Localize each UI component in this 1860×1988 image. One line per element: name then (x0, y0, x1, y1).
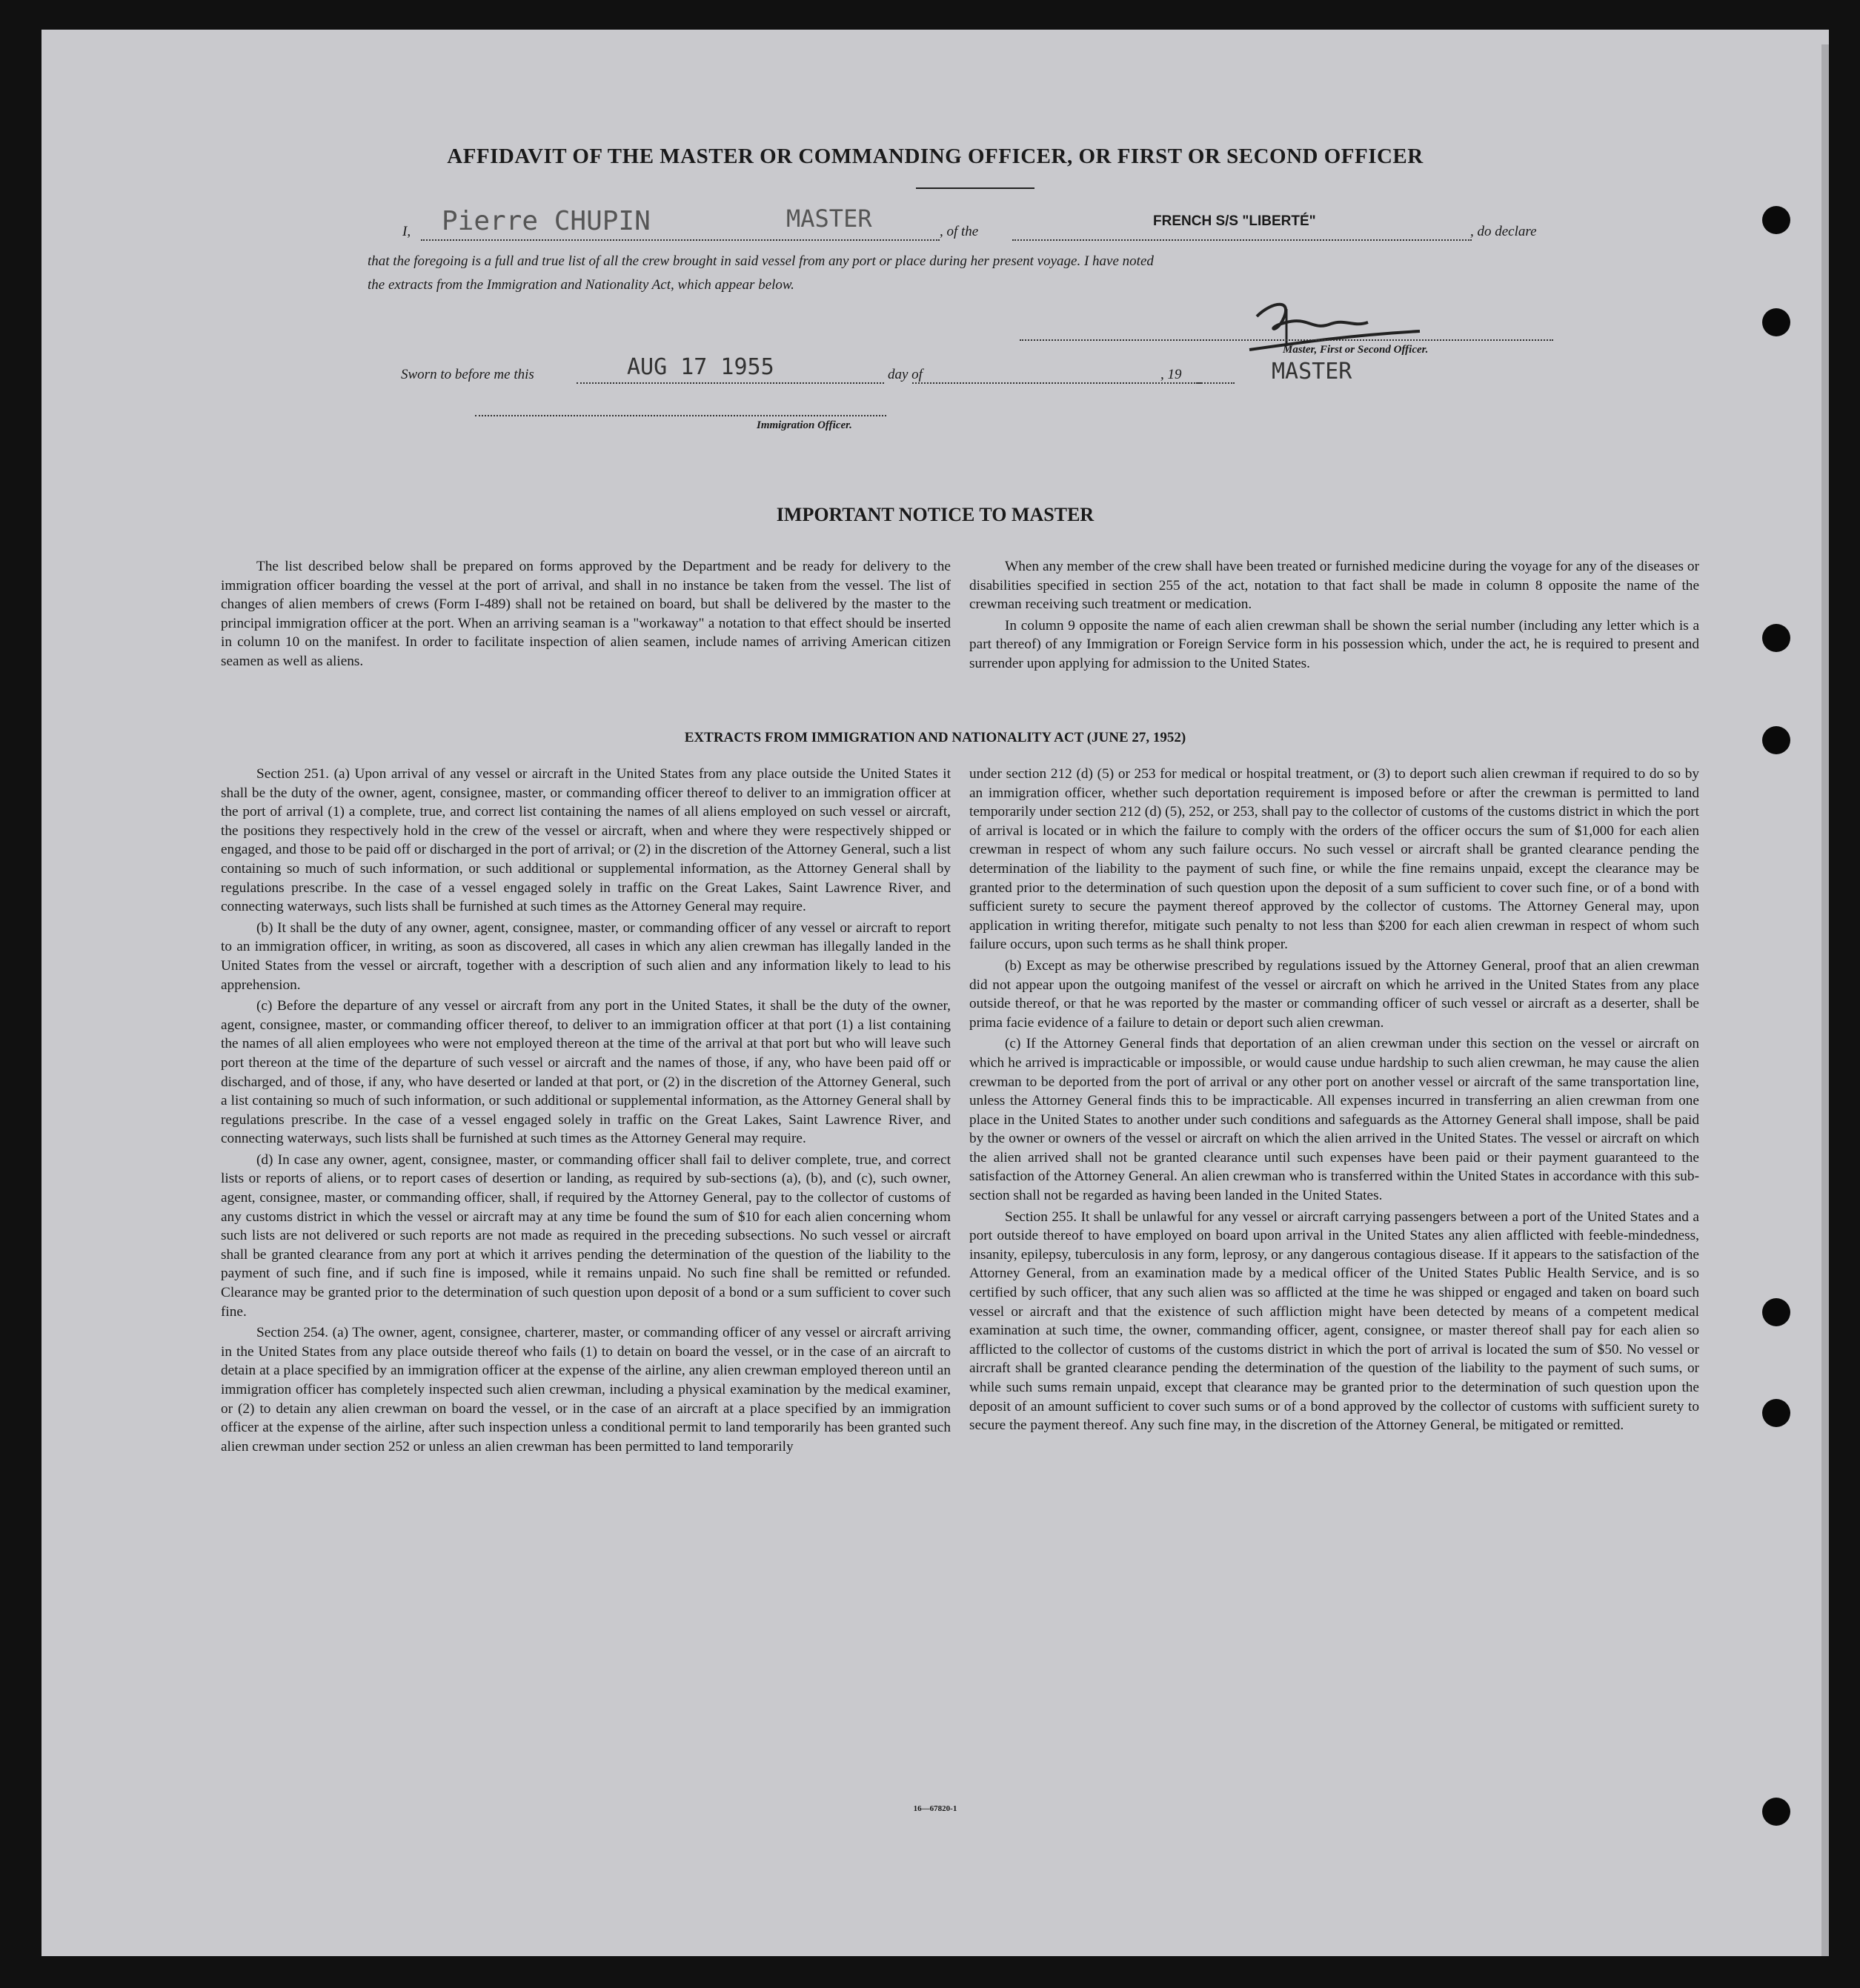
sworn-label: Sworn to before me this (401, 367, 534, 382)
notice-right-paragraph-1: When any member of the crew shall have been treated or furnished medicine during the voyage for any of the diseases or disabilities specified in section 255 of the act, notation to that fact shall be made in column 8 opposite the name of the crewman receiving such treatment or medication. (969, 559, 1699, 613)
section-254c: (c) If the Attorney General finds that deportation of an alien crewman under this section on the vessel or aircraft on which he arrived is impracticable or impossible, or would cause undue hardship to such alien crewman, he may cause the alien crewman to be deported from the port of arrival or any other port on another vessel or aircraft of the same transportation line, unless the Attorney General finds this to be impracticable. All expenses incurred in transferring an alien crewman from one place in the United States to another under such conditions and safeguards as the Attorney General shall impose, shall be paid by the owner or owners of the vessel or aircraft on which the alien arrived in the United States. The vessel or aircraft on which the alien arrived shall not be granted clearance until such expenses have been paid or their payment guaranteed to the satisfaction of the Attorney General. An alien crewman who is transferred within the United States in accordance with this sub-section shall not be regarded as having been landed in the United States. (969, 1036, 1699, 1204)
notice-right-paragraph-2: In column 9 opposite the name of each alien crewman shall be shown the serial number (including any letter which is a part thereof) of any Immigration or Foreign Service form in his possession which, under the act, he is required to present and surrender upon applying for admission to the United States. (969, 617, 1699, 671)
vessel-line (1012, 239, 1472, 241)
punch-hole (1762, 1399, 1790, 1427)
section-251c: (c) Before the departure of any vessel or aircraft from any port in the United States, it shall be the duty of the owner, agent, consignee, master, or commanding officer thereof, to deliver to an immigration officer at that port (1) a list containing the names of all alien employees who were not employed thereon at the time of the arrival at that port but who will leave such port thereon at the time of the departure of such vessel or aircraft and the names of those, if any, who have been paid off or discharged, and of those, if any, who have deserted or landed at that port, or (2) in the discretion of the Attorney General, such a list containing so much of such information, or such additional or supplemental information, as the Attorney General shall by regulations prescribe. In the case of a vessel engaged solely in traffic on the Great Lakes, Saint Lawrence River, and connecting waterways, such lists shall be furnished at such times as the Attorney General may require. (221, 998, 951, 1147)
extracts-left-column (221, 765, 951, 1458)
declaration-line-3: the extracts from the Immigration and Nationality Act, which appear below. (368, 277, 794, 293)
punch-hole (1762, 206, 1790, 234)
section-254a-continued: under section 212 (d) (5) or 253 for medical or hospital treatment, or (3) to deport such alien crewman if required to do so by an immigration officer, whether such deportation requirement is imposed before or after the crewman is permitted to land temporarily under section 212 (d) (5), 252, or 253, shall pay to the collector of customs of the customs district in which the port of arrival is located or in which the failure to comply with the orders of the officer occurs the sum of $1,000 for each alien crewman in respect of whom any such failure occurs. No such vessel or aircraft shall be granted clearance pending the determination of the liability to the payment of such fine, or while the fine remains unpaid, except the clearance may be granted prior to the determination of such question upon the deposit of a sum sufficient to cover such fine, or of a bond with sufficient surety to secure the payment thereof approved by the collector of customs. The Attorney General may, upon application in writing therefor, mitigate such penalty to not less than $200 for each alien crewman in respect of whom such failure occurs, upon such terms as he shall think proper. (969, 766, 1699, 953)
month-line (912, 382, 1201, 384)
affidavit-title: AFFIDAVIT OF THE MASTER OR COMMANDING OFFICER, OR FIRST OR SECOND OFFICER (447, 144, 1424, 168)
punch-hole (1762, 624, 1790, 652)
year-label: , 19 (1160, 367, 1182, 382)
notice-right-column (969, 557, 1699, 676)
officer-line (475, 415, 886, 416)
officer-caption: Immigration Officer. (757, 419, 852, 431)
notice-heading: IMPORTANT NOTICE TO MASTER (776, 504, 1095, 525)
punch-hole (1762, 1298, 1790, 1326)
section-254b: (b) Except as may be otherwise prescribed by regulations issued by the Attorney General, proof that an alien crewman did not appear upon the outgoing manifest of the vessel or aircraft on which he arrived in the United States from any place outside thereof, or that he was reported by the master or commanding officer of such vessel or aircraft as a deserter, shall be prima facie evidence of a failure to detain or deport such alien crewman. (969, 957, 1699, 1031)
name-line (421, 239, 940, 241)
do-declare-label: , do declare (1470, 224, 1537, 239)
signature-caption: Master, First or Second Officer. (1283, 344, 1429, 356)
extracts-right-column (969, 765, 1699, 1437)
page-edge (1821, 44, 1829, 1956)
document-page (41, 30, 1829, 1956)
section-251d: (d) In case any owner, agent, consignee, master, or commanding officer shall fail to deliver complete, true, and correct lists or reports of aliens, or to report cases of desertion or landing, as required by sub-sections (a), (b), and (c), such owner, agent, consignee, master, or commanding officer, shall, if required by the Attorney General, pay to the collector of customs of any customs district in which the vessel or aircraft may at any time be found the sum of $10 for each alien concerning whom such lists are not delivered or such reports are not made as required in the preceding subsections. No such vessel or aircraft shall be granted clearance from any port at which it arrives pending the determination of the question of the liability to the payment of such fine, and if such fine is imposed, while it remains unpaid. No such fine shall be remitted or refunded. Clearance may be granted prior to the determination of such question upon deposit of a bond or a sum sufficient to cover such fine. (221, 1151, 951, 1320)
rank-typed: MASTER (786, 205, 872, 233)
master-stamp: MASTER (1272, 359, 1352, 385)
punch-hole (1762, 308, 1790, 336)
signature-line (1020, 339, 1553, 341)
declaration-line-2: that the foregoing is a full and true list of all the crew brought in said vessel from any port or place during her present voyage. I have noted (368, 253, 1154, 269)
punch-hole (1762, 1798, 1790, 1826)
title-rule (916, 187, 1034, 189)
i-label: I, (402, 224, 411, 239)
section-251b: (b) It shall be the duty of any owner, agent, consignee, master, or commanding officer of any vessel or aircraft to report to an immigration officer, in writing, as soon as discovered, all cases in which any alien crewman has illegally landed in the United States from the vessel or aircraft, together with a description of such alien and any information likely to lead to his apprehension. (221, 920, 951, 993)
form-code: 16—67820-1 (913, 1804, 957, 1813)
extracts-heading: EXTRACTS FROM IMMIGRATION AND NATIONALITY ACT (JUNE 27, 1952) (684, 730, 1186, 745)
sworn-date-stamp: AUG 17 1955 (627, 354, 774, 380)
punch-hole (1762, 726, 1790, 754)
year-line (1196, 382, 1235, 384)
section-255: Section 255. It shall be unlawful for any vessel or aircraft carrying passengers between a port of the United States and a port outside thereof to have employed on board upon arrival in the United States any alien afflicted with feeble-mindedness, insanity, epilepsy, tuberculosis in any form, leprosy, or any dangerous contagious disease. If it appears to the satisfaction of the Attorney General, from an examination made by a medical officer of the United States Public Health Service, and is so certified by such officer, that any such alien was so afflicted at the time he was shipped or engaged and taken on board such vessel or aircraft and that the existence of such affliction might have been detected by means of a competent medical examination at such time, the owner, commanding officer, agent, consignee, or master thereof shall pay for each alien so afflicted to the collector of customs of the customs district in which the port of arrival is located the sum of $50. No vessel or aircraft shall be granted clearance pending the determination of the question of the liability to the payment of such sums, or while such sums remain unpaid, except that clearance may be granted prior to the determination of such question upon the deposit of an amount sufficient to cover such sums or of a bond approved by the collector of customs with sufficient surety to secure the payment thereof. Any such fine may, in the discretion of the Attorney General, be mitigated or remitted. (969, 1209, 1699, 1434)
of-the-label: , of the (940, 224, 979, 239)
day-of-label: day of (888, 367, 923, 382)
notice-left-column (221, 557, 951, 674)
sworn-date-line (577, 382, 884, 384)
vessel-name: FRENCH S/S "LIBERTÉ" (1153, 213, 1316, 229)
master-name: Pierre CHUPIN (442, 206, 651, 236)
section-254a: Section 254. (a) The owner, agent, consignee, charterer, master, or commanding officer of any vessel or aircraft arriving in the United States from any place outside thereof who fails (1) to detain on board the vessel, or in the case of an aircraft to detain at a place specified by an immigration officer at the expense of the airline, any alien crewman employed thereon until an immigration officer has completely inspected such alien crewman, including a physical examination by the medical examiner, or (2) to detain any alien crewman on board the vessel, or in the case of an aircraft at a place specified by an immigration officer at the expense of the airline, after such inspection unless a conditional permit to land temporarily has been granted such alien crewman under section 252 or unless an alien crewman has been permitted to land temporarily (221, 1325, 951, 1455)
notice-left-paragraph: The list described below shall be prepared on forms approved by the Department and be ready for delivery to the immigration officer boarding the vessel at the port of arrival, and shall in no instance be taken from the vessel. The list of changes of alien members of crews (Form I-489) shall not be retained on board, but shall be delivered by the master to the principal immigration officer at the port. When an arriving seaman is a "workaway" a notation to that effect should be inserted in column 10 on the manifest. In order to facilitate inspection of alien seamen, include names of arriving American citizen seamen as well as aliens. (221, 559, 951, 669)
section-251a: Section 251. (a) Upon arrival of any vessel or aircraft in the United States from any place outside the United States it shall be the duty of the owner, agent, consignee, master, or commanding officer thereof to deliver to an immigration officer at the port of arrival (1) a complete, true, and correct list containing the names of all aliens employed on such vessel or aircraft, the positions they respectively hold in the crew of the vessel or aircraft, when and where they were respectively shipped or engaged, and those to be paid off or discharged in the port of arrival; or (2) in the discretion of the Attorney General, such a list containing so much of such information, or such additional or supplemental information, as the Attorney General shall by regulations prescribe. In the case of a vessel engaged solely in traffic on the Great Lakes, Saint Lawrence River, and connecting waterways, such lists shall be furnished at such times as the Attorney General may require. (221, 766, 951, 915)
